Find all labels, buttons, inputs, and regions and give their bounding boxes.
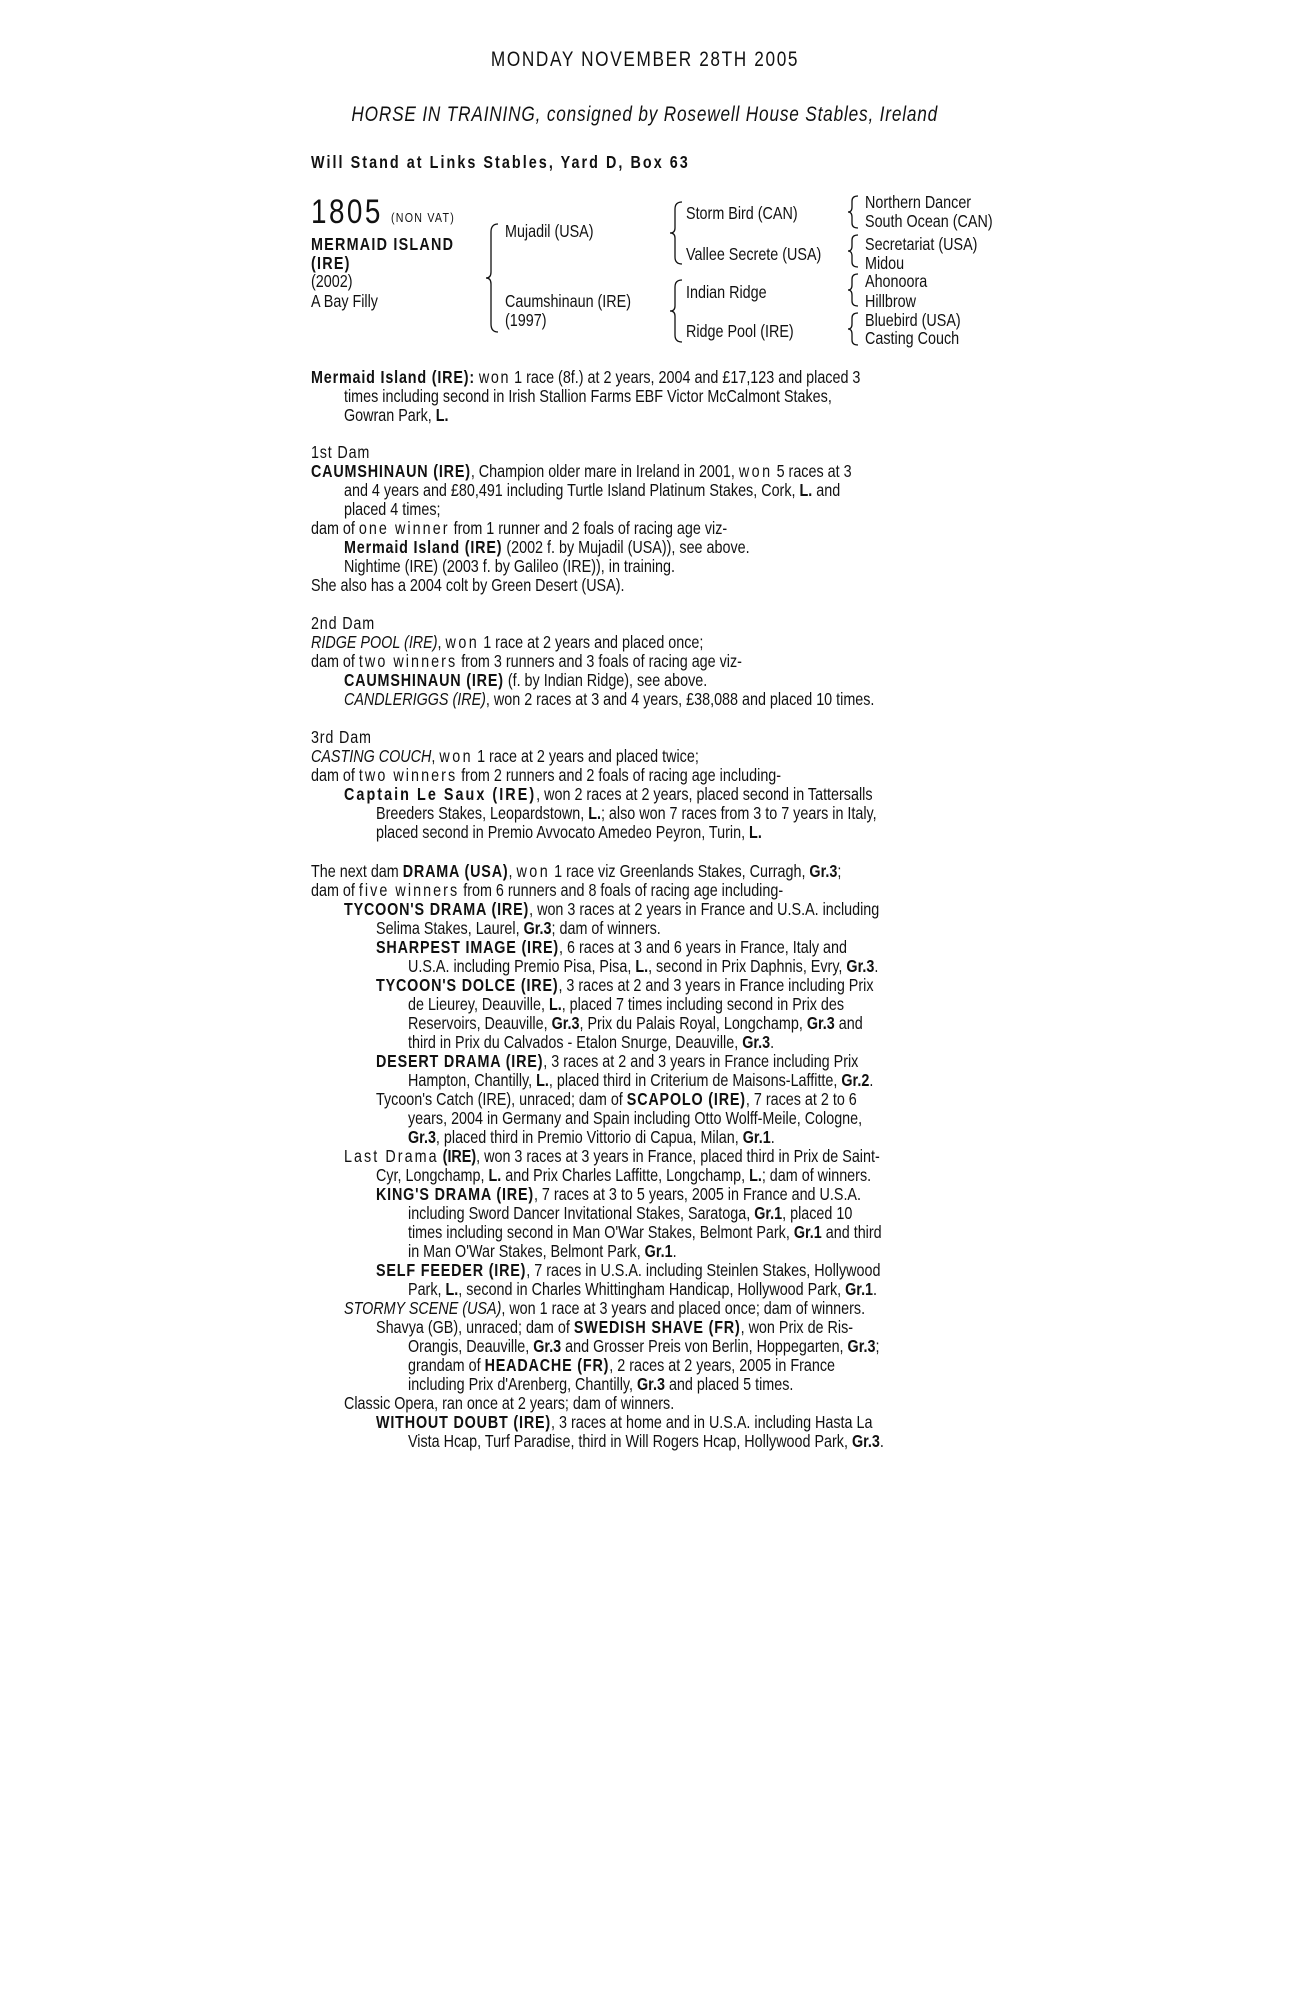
lot-number: 1805 bbox=[311, 193, 383, 231]
section-heading-3rd-dam: 3rd Dam bbox=[311, 727, 372, 747]
pedigree-sire-sire: Storm Bird (CAN) bbox=[686, 203, 798, 223]
produce-entry: Tycoon's Catch (IRE), unraced; dam of SCAPOLO (IRE), 7 races at 2 to 6 bbox=[376, 1089, 857, 1109]
pedigree-ancestor: South Ocean (CAN) bbox=[865, 211, 993, 231]
sale-date: MONDAY NOVEMBER 28TH 2005 bbox=[490, 48, 800, 71]
race-summary: times including second in Irish Stallion Farms EBF Victor McCalmont Stakes, bbox=[344, 386, 832, 406]
produce-entry: SELF FEEDER (IRE), 7 races in U.S.A. including Steinlen Stakes, Hollywood bbox=[376, 1260, 881, 1280]
pedigree-dam: Caumshinaun (IRE) bbox=[505, 291, 632, 311]
produce-entry: DESERT DRAMA (IRE), 3 races at 2 and 3 years in France including Prix bbox=[376, 1051, 859, 1071]
dam-entry: RIDGE POOL (IRE), won 1 race at 2 years and placed once; bbox=[311, 632, 704, 652]
horse-year: (2002) bbox=[311, 271, 353, 291]
dam-entry: placed 4 times; bbox=[344, 499, 441, 519]
dam-entry: dam of one winner from 1 runner and 2 foals of racing age viz- bbox=[311, 518, 728, 538]
produce-entry: Hampton, Chantilly, L., placed third in Criterium de Maisons-Laffitte, Gr.2. bbox=[408, 1070, 874, 1090]
pedigree-dam-sire: Indian Ridge bbox=[686, 282, 767, 302]
pedigree-brace-parents bbox=[484, 222, 500, 334]
dam-entry: dam of two winners from 3 runners and 3 foals of racing age viz- bbox=[311, 651, 742, 671]
section-heading-2nd-dam: 2nd Dam bbox=[311, 613, 375, 633]
produce-entry: TYCOON'S DOLCE (IRE), 3 races at 2 and 3 years in France including Prix bbox=[376, 975, 874, 995]
section-heading-1st-dam: 1st Dam bbox=[311, 442, 371, 462]
produce-entry: She also has a 2004 colt by Green Desert (USA). bbox=[311, 575, 625, 595]
produce-entry: WITHOUT DOUBT (IRE), 3 races at home and in U.S.A. including Hasta La bbox=[376, 1412, 873, 1432]
produce-entry: placed second in Premio Avvocato Amedeo Peyron, Turin, L. bbox=[376, 822, 762, 842]
produce-entry: including Prix d'Arenberg, Chantilly, Gr.3 and placed 5 times. bbox=[408, 1374, 794, 1394]
pedigree-sire-dam: Vallee Secrete (USA) bbox=[686, 244, 822, 264]
produce-entry: SHARPEST IMAGE (IRE), 6 races at 3 and 6 years in France, Italy and bbox=[376, 937, 848, 957]
vat-status: (NON VAT) bbox=[391, 210, 455, 225]
produce-entry: CAUMSHINAUN (IRE) (f. by Indian Ridge), see above. bbox=[344, 670, 708, 690]
produce-entry: CANDLERIGGS (IRE), won 2 races at 3 and 4 years, £38,088 and placed 10 times. bbox=[344, 689, 875, 709]
pedigree-dam-year: (1997) bbox=[505, 310, 547, 330]
produce-entry: KING'S DRAMA (IRE), 7 races at 3 to 5 years, 2005 in France and U.S.A. bbox=[376, 1184, 861, 1204]
horse-description: A Bay Filly bbox=[311, 291, 378, 311]
produce-entry: including Sword Dancer Invitational Stakes, Saratoga, Gr.1, placed 10 bbox=[408, 1203, 853, 1223]
pedigree-sire: Mujadil (USA) bbox=[505, 221, 594, 241]
pedigree-brace-sire bbox=[668, 200, 684, 266]
produce-entry: Selima Stakes, Laurel, Gr.3; dam of winners. bbox=[376, 918, 661, 938]
produce-entry: Breeders Stakes, Leopardstown, L.; also won 7 races from 3 to 7 years in Italy, bbox=[376, 803, 877, 823]
pedigree-ancestor: Northern Dancer bbox=[865, 192, 972, 212]
produce-entry: Cyr, Longchamp, L. and Prix Charles Laffitte, Longchamp, L.; dam of winners. bbox=[376, 1165, 872, 1185]
stand-location: Will Stand at Links Stables, Yard D, Box 63 bbox=[311, 152, 690, 172]
produce-entry: Reservoirs, Deauville, Gr.3, Prix du Palais Royal, Longchamp, Gr.3 and bbox=[408, 1013, 863, 1033]
produce-entry: Park, L., second in Charles Whittingham Handicap, Hollywood Park, Gr.1. bbox=[408, 1279, 878, 1299]
race-summary: Gowran Park, L. bbox=[344, 405, 449, 425]
pedigree-brace-dam bbox=[668, 278, 684, 344]
race-summary: Mermaid Island (IRE): won 1 race (8f.) at 2 years, 2004 and £17,123 and placed 3 bbox=[311, 367, 861, 387]
produce-entry: in Man O'War Stakes, Belmont Park, Gr.1. bbox=[408, 1241, 677, 1261]
dam-entry: dam of five winners from 6 runners and 8 foals of racing age including- bbox=[311, 880, 784, 900]
produce-entry: Last Drama (IRE), won 3 races at 3 years in France, placed third in Prix de Saint- bbox=[344, 1146, 880, 1166]
dam-entry: The next dam DRAMA (USA), won 1 race viz Greenlands Stakes, Curragh, Gr.3; bbox=[311, 861, 842, 881]
produce-entry: TYCOON'S DRAMA (IRE), won 3 races at 2 years in France and U.S.A. including bbox=[344, 899, 880, 919]
produce-entry: grandam of HEADACHE (FR), 2 races at 2 years, 2005 in France bbox=[408, 1355, 836, 1375]
pedigree-ancestor: Hillbrow bbox=[865, 291, 917, 311]
produce-entry: Orangis, Deauville, Gr.3 and Grosser Preis von Berlin, Hoppegarten, Gr.3; bbox=[408, 1336, 880, 1356]
produce-entry: Vista Hcap, Turf Paradise, third in Will Rogers Hcap, Hollywood Park, Gr.3. bbox=[408, 1431, 884, 1451]
produce-entry: years, 2004 in Germany and Spain including Otto Wolff-Meile, Cologne, bbox=[408, 1108, 863, 1128]
produce-entry: de Lieurey, Deauville, L., placed 7 times including second in Prix des bbox=[408, 994, 845, 1014]
dam-entry: dam of two winners from 2 runners and 2 foals of racing age including- bbox=[311, 765, 782, 785]
pedigree-ancestor: Midou bbox=[865, 253, 905, 273]
horse-name: MERMAID ISLAND bbox=[311, 234, 455, 254]
pedigree-brace-g2 bbox=[846, 233, 860, 269]
consignment-line: HORSE IN TRAINING, consigned by Rosewell House Stables, Ireland bbox=[351, 103, 939, 126]
produce-entry: Shavya (GB), unraced; dam of SWEDISH SHAVE (FR), won Prix de Ris- bbox=[376, 1317, 854, 1337]
pedigree-brace-g4 bbox=[846, 311, 860, 347]
produce-entry: Classic Opera, ran once at 2 years; dam of winners. bbox=[344, 1393, 675, 1413]
produce-entry: Mermaid Island (IRE) (2002 f. by Mujadil (USA)), see above. bbox=[344, 537, 750, 557]
dam-entry: CASTING COUCH, won 1 race at 2 years and placed twice; bbox=[311, 746, 699, 766]
produce-entry: times including second in Man O'War Stakes, Belmont Park, Gr.1 and third bbox=[408, 1222, 882, 1242]
pedigree-ancestor: Secretariat (USA) bbox=[865, 234, 978, 254]
pedigree-ancestor: Casting Couch bbox=[865, 328, 960, 348]
dam-entry: and 4 years and £80,491 including Turtle Island Platinum Stakes, Cork, L. and bbox=[344, 480, 841, 500]
horse-country: (IRE) bbox=[311, 253, 351, 273]
pedigree-dam-dam: Ridge Pool (IRE) bbox=[686, 321, 794, 341]
produce-entry: STORMY SCENE (USA), won 1 race at 3 years and placed once; dam of winners. bbox=[344, 1298, 866, 1318]
produce-entry: Gr.3, placed third in Premio Vittorio di Capua, Milan, Gr.1. bbox=[408, 1127, 775, 1147]
pedigree-brace-g1 bbox=[846, 194, 860, 230]
produce-entry: Captain Le Saux (IRE), won 2 races at 2 years, placed second in Tattersalls bbox=[344, 784, 873, 804]
pedigree-brace-g3 bbox=[846, 272, 860, 308]
dam-entry: CAUMSHINAUN (IRE), Champion older mare in Ireland in 2001, won 5 races at 3 bbox=[311, 461, 852, 481]
pedigree-ancestor: Bluebird (USA) bbox=[865, 310, 961, 330]
produce-entry: U.S.A. including Premio Pisa, Pisa, L., second in Prix Daphnis, Evry, Gr.3. bbox=[408, 956, 879, 976]
pedigree-ancestor: Ahonoora bbox=[865, 271, 928, 291]
produce-entry: Nightime (IRE) (2003 f. by Galileo (IRE)), in training. bbox=[344, 556, 675, 576]
produce-entry: third in Prix du Calvados - Etalon Snurge, Deauville, Gr.3. bbox=[408, 1032, 775, 1052]
